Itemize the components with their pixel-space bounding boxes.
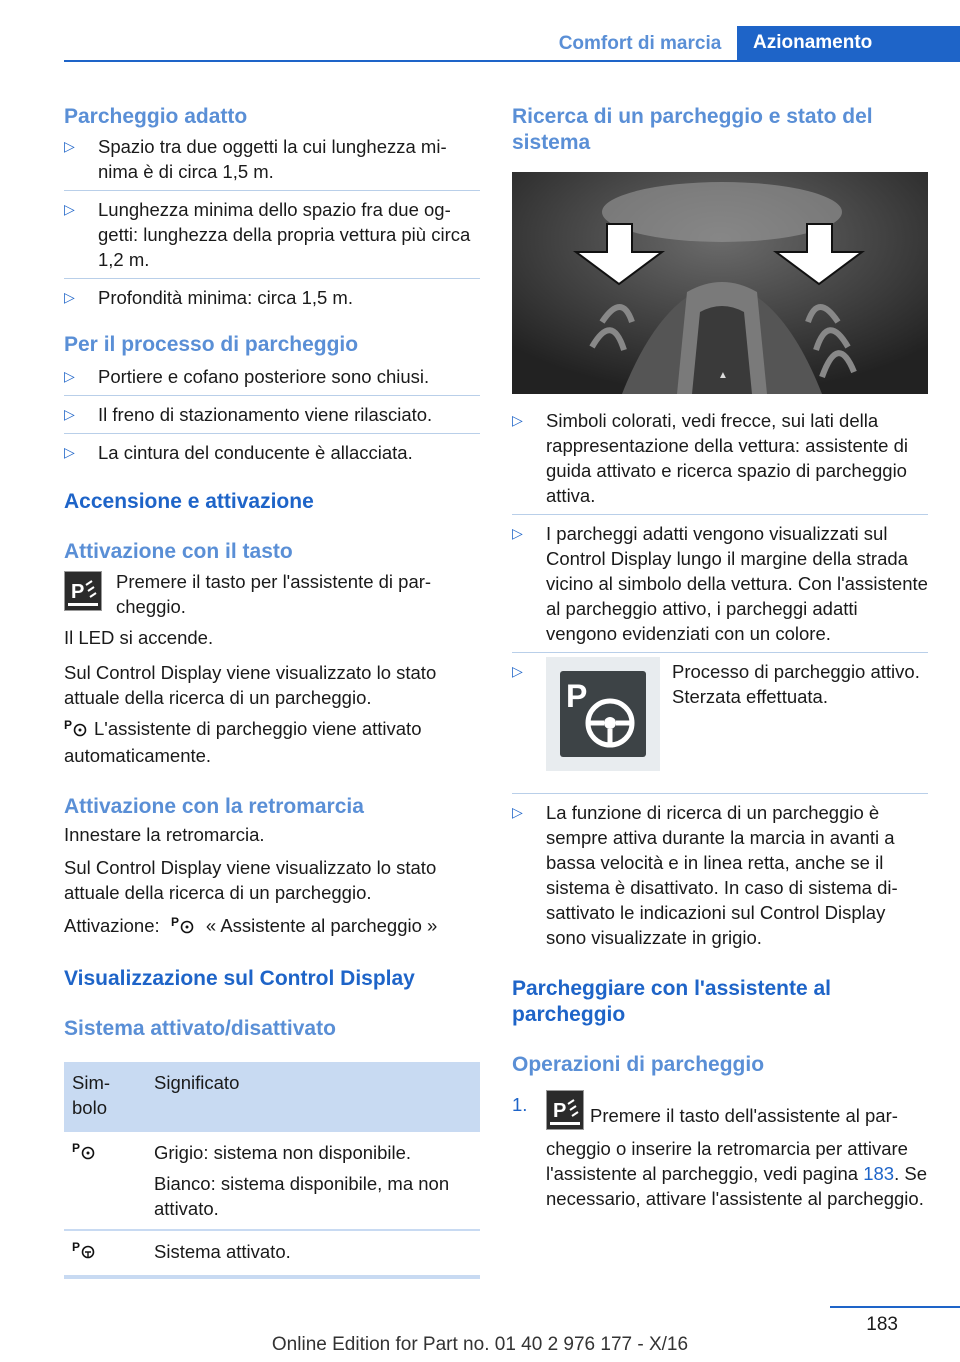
row2-meaning: Sistema attivato. — [146, 1230, 480, 1277]
step-number: 1. — [512, 1094, 528, 1115]
heading-visualizzazione: Visualizzazione sul Control Display — [64, 967, 415, 991]
svg-text:P: P — [72, 1141, 81, 1156]
parking-display-image — [512, 172, 928, 394]
svg-text:P: P — [170, 915, 179, 930]
tasto-text: Premere il tasto per l'assistente di parcheggio. — [116, 571, 432, 617]
svg-text:P: P — [72, 1240, 81, 1255]
heading-ricerca: Ricerca di un parcheggio e stato del sistema — [512, 105, 873, 154]
heading-accensione: Accensione e attivazione — [64, 490, 314, 513]
park-assist-symbol-icon — [72, 1141, 98, 1166]
attivazione-line: Attivazione: P « Assistente al parcheggio » — [64, 913, 480, 940]
heading-tasto: Attivazione con il tasto — [64, 540, 293, 563]
triangle-right-icon: ▷ — [64, 368, 75, 384]
step-1 — [512, 1090, 928, 1211]
heading-processo: Per il processo di parcheggio — [64, 333, 359, 356]
triangle-right-icon: ▷ — [512, 663, 523, 679]
step-text: P Premere il tasto dell'assistente al parcheggio o inserire la retromarcia per attivare l'assistente al parcheggio, vedi pagina 183. Se necessario, attivare l'assistente al parcheggio. — [546, 1090, 928, 1211]
heading-operazioni: Operazioni di parcheggio — [512, 1053, 765, 1076]
page-link[interactable]: 183 — [863, 1163, 895, 1184]
tasto-block — [64, 569, 480, 621]
park-assist-button-icon — [64, 571, 102, 616]
triangle-right-icon: ▷ — [512, 525, 523, 541]
svg-text:P: P — [64, 718, 73, 733]
triangle-right-icon: ▷ — [64, 444, 75, 460]
led-text: Il LED si accende. — [64, 627, 214, 648]
table-header-significato: Significato — [146, 1062, 480, 1131]
symbol-table — [64, 1062, 480, 1279]
list-item: ▷ Spazio tra due oggetti la cui lunghezza minima è di circa 1,5 m. — [64, 136, 447, 182]
adatto-list — [64, 134, 480, 310]
heading-retromarcia: Attivazione con la retromarcia — [64, 795, 364, 819]
park-assist-symbol-icon — [171, 914, 197, 940]
triangle-right-icon: ▷ — [64, 289, 75, 305]
heading-parcheggio-adatto: Parcheggio adatto — [64, 105, 248, 128]
triangle-right-icon: ▷ — [64, 201, 75, 217]
triangle-right-icon: ▷ — [512, 804, 523, 820]
svg-text:P: P — [566, 678, 588, 714]
ricerca-list — [512, 408, 928, 950]
list-item: ▷ Lunghezza minima dello spazio fra due oggetti: lunghezza della propria vettura più circa 1,2 m. — [64, 190, 480, 278]
table-header-simbolo: Simbolo — [64, 1062, 146, 1131]
heading-sistema: Sistema attivato/disattivato — [64, 1017, 336, 1041]
list-item: ▷ Portiere e cofano posteriore sono chiusi. — [64, 366, 430, 387]
svg-text:P: P — [71, 581, 85, 603]
park-assist-button-icon — [546, 1090, 584, 1136]
retro-control: Sul Control Display viene visualizzato lo stato attuale della ricerca di un parcheggio. — [64, 857, 437, 904]
list-item: ▷ Profondità minima: circa 1,5 m. — [64, 278, 480, 310]
header-chapter: Azionamento — [737, 26, 960, 60]
park-steering-pictogram — [546, 657, 660, 771]
control-text: Sul Control Display viene visualizzato lo stato attuale della ricerca di un parcheggio. — [64, 662, 437, 708]
list-item: ▷ I parcheggi adatti vengono visualizzati sul Control Display lungo il margine della strada vicino al simbolo della vettura. Con l'assistente al parcheggio attivo, i parcheggi adatti vengono evidenziati con un colore. — [512, 514, 928, 652]
row1-meaning-grey: Grigio: sistema non disponibile. — [154, 1142, 412, 1164]
triangle-right-icon: ▷ — [64, 138, 75, 154]
heading-parcheggiare: Parcheggiare con l'assistente al parcheggio — [512, 977, 831, 1026]
page-number: 183 — [866, 1314, 898, 1335]
table-row — [64, 1131, 480, 1230]
park-assist-symbol-icon — [72, 1240, 98, 1265]
list-item: ▷ La cintura del conducente è allacciata. — [64, 433, 480, 465]
footer-rule — [830, 1306, 960, 1308]
row1-meaning-white: Bianco: sistema disponibile, ma non attivato. — [154, 1173, 450, 1220]
left-column — [64, 100, 480, 1279]
park-assist-symbol-icon — [64, 717, 90, 743]
edition-line: Online Edition for Part no. 01 40 2 976 177 - X/16 — [271, 1334, 689, 1355]
header-section: Comfort di marcia — [558, 33, 722, 54]
auto-text: P L'assistente di parcheggio viene attivato automaticamente. — [64, 718, 422, 767]
right-column — [512, 100, 928, 1211]
processo-list — [64, 364, 480, 465]
svg-text:▲: ▲ — [718, 370, 728, 381]
table-row — [64, 1230, 480, 1277]
header-rule — [64, 60, 960, 62]
list-item: ▷ La funzione di ricerca di un parcheggio è sempre attiva durante la marcia in avanti a bassa velocità e in linea retta, anche se il sistema è disattivato. In caso di sistema disattivato le indicazioni sul Control Display sono visualizzate in grigio. — [512, 793, 928, 950]
retro-text: Innestare la retromarcia. — [64, 824, 265, 846]
list-item: ▷ Il freno di stazionamento viene rilasciato. — [64, 395, 480, 433]
triangle-right-icon: ▷ — [64, 406, 75, 422]
triangle-right-icon: ▷ — [512, 412, 523, 428]
list-item: ▷ Simboli colorati, vedi frecce, sui lati della rappresentazione della vettura: assistente di guida attivato e ricerca spazio di parcheggio attiva. — [512, 410, 908, 506]
list-item: ▷ P Processo di parcheggio attivo. Sterzata effettuata. — [512, 652, 928, 793]
svg-text:P: P — [553, 1100, 567, 1122]
